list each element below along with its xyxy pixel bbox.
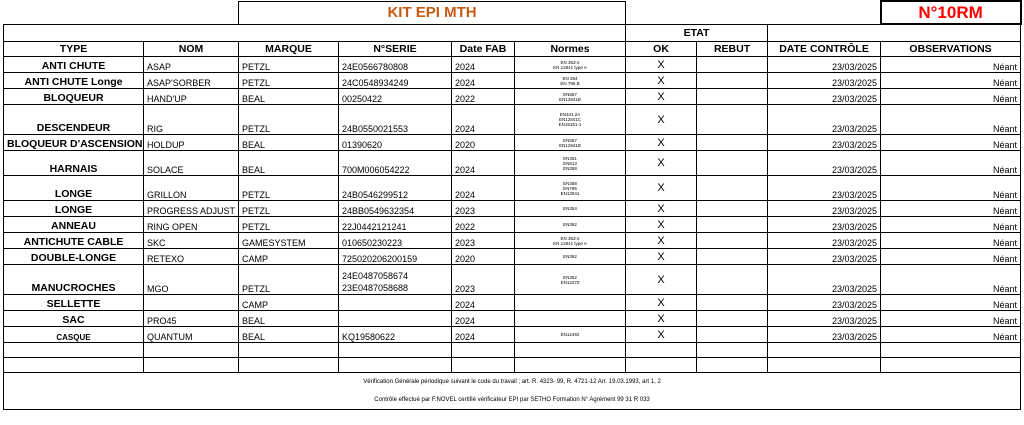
cell-date-controle: 23/03/2025 bbox=[768, 265, 881, 295]
cell-serie: 24B0546299512 bbox=[339, 176, 452, 201]
col-nom: NOM bbox=[144, 42, 239, 57]
table-row bbox=[4, 327, 1021, 343]
blank-cell bbox=[881, 343, 1021, 358]
cell-normes bbox=[515, 217, 626, 233]
blank-cell bbox=[768, 358, 881, 373]
cell-nom: ASAP bbox=[144, 57, 239, 73]
cell-serie: 01390620 bbox=[339, 135, 452, 151]
cell-date-controle: 23/03/2025 bbox=[768, 311, 881, 327]
cell-date-fab: 2022 bbox=[452, 217, 515, 233]
cell-nom: PRO45 bbox=[144, 311, 239, 327]
cell-ok: X bbox=[626, 135, 697, 151]
norme-line: EN362 bbox=[563, 274, 577, 280]
cell-ok: X bbox=[626, 295, 697, 311]
cell-normes bbox=[515, 105, 626, 135]
blank-cell bbox=[626, 343, 697, 358]
cell-ok: X bbox=[626, 89, 697, 105]
etat-spacer-left bbox=[4, 24, 626, 42]
norme-line: EN 12841 type A bbox=[553, 64, 587, 70]
cell-serie: 725020206200159 bbox=[339, 249, 452, 265]
cell-nom: HAND'UP bbox=[144, 89, 239, 105]
table-row bbox=[4, 73, 1021, 89]
kit-title: KIT EPI MTH bbox=[239, 1, 626, 24]
blank-cell bbox=[239, 358, 339, 373]
col-normes: Normes bbox=[515, 42, 626, 57]
table-row bbox=[4, 265, 1021, 295]
cell-date-fab: 2020 bbox=[452, 249, 515, 265]
cell-ok: X bbox=[626, 217, 697, 233]
cell-date-controle: 23/03/2025 bbox=[768, 151, 881, 176]
cell-rebut bbox=[697, 311, 768, 327]
cell-nom: QUANTUM bbox=[144, 327, 239, 343]
cell-type: MANUCROCHES bbox=[4, 265, 144, 295]
norme-line: EN795 bbox=[563, 185, 577, 191]
kit-number: N°10RM bbox=[881, 1, 1021, 24]
cell-type: BLOQUEUR bbox=[4, 89, 144, 105]
col-rebut: REBUT bbox=[697, 42, 768, 57]
cell-ok: X bbox=[626, 176, 697, 201]
norme-line: EN362 bbox=[563, 222, 577, 227]
blank-cell bbox=[144, 358, 239, 373]
cell-observations: Néant bbox=[881, 311, 1021, 327]
norme-line: EN 795 B bbox=[560, 80, 580, 86]
norme-line: EN354 bbox=[563, 206, 577, 211]
table-row bbox=[4, 295, 1021, 311]
cell-serie bbox=[339, 311, 452, 327]
cell-marque: CAMP bbox=[239, 295, 339, 311]
cell-type: CASQUE bbox=[4, 327, 144, 343]
norme-line: EN361 bbox=[563, 155, 577, 161]
cell-rebut bbox=[697, 151, 768, 176]
norme-line: EN12841B bbox=[559, 96, 581, 102]
cell-type: DESCENDEUR bbox=[4, 105, 144, 135]
cell-ok: X bbox=[626, 233, 697, 249]
cell-rebut bbox=[697, 327, 768, 343]
norme-line: EN12841C bbox=[559, 117, 582, 122]
cell-ok: X bbox=[626, 265, 697, 295]
norme-line: EN 354 bbox=[562, 75, 578, 81]
blank-cell bbox=[339, 358, 452, 373]
norme-line: EN 353-2 bbox=[560, 59, 580, 65]
cell-observations: Néant bbox=[881, 265, 1021, 295]
cell-rebut bbox=[697, 201, 768, 217]
cell-nom: GRILLON bbox=[144, 176, 239, 201]
cell-nom bbox=[144, 295, 239, 311]
cell-rebut bbox=[697, 105, 768, 135]
blank-cell bbox=[697, 358, 768, 373]
cell-normes bbox=[515, 89, 626, 105]
norme-line: EN12841 bbox=[560, 190, 580, 196]
cell-nom: PROGRESS ADJUST bbox=[144, 201, 239, 217]
norme-line: EN567 bbox=[563, 137, 577, 143]
blank-row bbox=[4, 343, 1021, 358]
cell-date-fab: 2023 bbox=[452, 201, 515, 217]
table-row bbox=[4, 151, 1021, 176]
cell-ok: X bbox=[626, 311, 697, 327]
blank-cell bbox=[452, 343, 515, 358]
cell-observations: Néant bbox=[881, 295, 1021, 311]
cell-serie: 24B0550021553 bbox=[339, 105, 452, 135]
serie-line: 24E0487058674 bbox=[342, 271, 409, 281]
column-header-row bbox=[4, 42, 1021, 57]
cell-observations: Néant bbox=[881, 105, 1021, 135]
etat-header: ETAT bbox=[626, 24, 768, 42]
cell-marque: BEAL bbox=[239, 311, 339, 327]
cell-date-fab: 2024 bbox=[452, 295, 515, 311]
cell-nom: SKC bbox=[144, 233, 239, 249]
cell-date-controle: 23/03/2025 bbox=[768, 176, 881, 201]
epi-kit-table bbox=[3, 0, 1022, 410]
cell-nom: ASAP'SORBER bbox=[144, 73, 239, 89]
serie-line: 23E0487058688 bbox=[342, 283, 409, 293]
cell-serie bbox=[339, 295, 452, 311]
cell-nom: RIG bbox=[144, 105, 239, 135]
cell-observations: Néant bbox=[881, 233, 1021, 249]
table-row bbox=[4, 89, 1021, 105]
cell-serie: 24BB0549632354 bbox=[339, 201, 452, 217]
cell-marque: PETZL bbox=[239, 105, 339, 135]
cell-serie: 700M006054222 bbox=[339, 151, 452, 176]
cell-ok: X bbox=[626, 105, 697, 135]
cell-ok: X bbox=[626, 201, 697, 217]
title-spacer-right bbox=[626, 1, 881, 24]
cell-marque: PETZL bbox=[239, 217, 339, 233]
cell-ok: X bbox=[626, 73, 697, 89]
cell-date-fab: 2024 bbox=[452, 311, 515, 327]
cell-marque: PETZL bbox=[239, 73, 339, 89]
cell-observations: Néant bbox=[881, 201, 1021, 217]
blank-cell bbox=[697, 343, 768, 358]
col-ok: OK bbox=[626, 42, 697, 57]
cell-normes bbox=[515, 151, 626, 176]
footer-row bbox=[4, 391, 1021, 410]
cell-rebut bbox=[697, 57, 768, 73]
cell-type: ANNEAU bbox=[4, 217, 144, 233]
cell-marque: PETZL bbox=[239, 201, 339, 217]
cell-date-controle: 23/03/2025 bbox=[768, 105, 881, 135]
cell-observations: Néant bbox=[881, 217, 1021, 233]
cell-observations: Néant bbox=[881, 135, 1021, 151]
norme-line: EN12492 bbox=[560, 332, 580, 337]
cell-date-fab: 2024 bbox=[452, 57, 515, 73]
cell-serie bbox=[339, 265, 452, 295]
table-row bbox=[4, 217, 1021, 233]
blank-cell bbox=[881, 358, 1021, 373]
cell-date-controle: 23/03/2025 bbox=[768, 135, 881, 151]
norme-line: EN12841B bbox=[559, 142, 581, 148]
cell-nom: RETEXO bbox=[144, 249, 239, 265]
cell-date-fab: 2020 bbox=[452, 135, 515, 151]
cell-serie: 00250422 bbox=[339, 89, 452, 105]
cell-ok: X bbox=[626, 151, 697, 176]
norme-line: EN567 bbox=[563, 91, 577, 97]
cell-nom: HOLDUP bbox=[144, 135, 239, 151]
cell-rebut bbox=[697, 217, 768, 233]
table-row bbox=[4, 176, 1021, 201]
table-row bbox=[4, 201, 1021, 217]
cell-marque: PETZL bbox=[239, 176, 339, 201]
cell-date-fab: 2024 bbox=[452, 105, 515, 135]
cell-date-controle: 23/03/2025 bbox=[768, 217, 881, 233]
col-serie: N°SERIE bbox=[339, 42, 452, 57]
cell-normes bbox=[515, 135, 626, 151]
cell-normes bbox=[515, 73, 626, 89]
cell-date-fab: 2024 bbox=[452, 73, 515, 89]
col-observations: OBSERVATIONS bbox=[881, 42, 1021, 57]
title-spacer-left bbox=[4, 1, 239, 24]
cell-ok: X bbox=[626, 327, 697, 343]
cell-rebut bbox=[697, 73, 768, 89]
cell-rebut bbox=[697, 89, 768, 105]
cell-marque: BEAL bbox=[239, 89, 339, 105]
cell-rebut bbox=[697, 176, 768, 201]
cell-date-controle: 23/03/2025 bbox=[768, 249, 881, 265]
cell-observations: Néant bbox=[881, 57, 1021, 73]
cell-date-fab: 2023 bbox=[452, 265, 515, 295]
cell-rebut bbox=[697, 135, 768, 151]
cell-date-fab: 2024 bbox=[452, 327, 515, 343]
col-date-fab: Date FAB bbox=[452, 42, 515, 57]
norme-line: EN12270 bbox=[560, 279, 580, 285]
cell-serie: 24E0566780808 bbox=[339, 57, 452, 73]
table-row bbox=[4, 249, 1021, 265]
blank-cell bbox=[515, 343, 626, 358]
cell-rebut bbox=[697, 295, 768, 311]
cell-date-fab: 2024 bbox=[452, 176, 515, 201]
blank-cell bbox=[144, 343, 239, 358]
cell-nom: RING OPEN bbox=[144, 217, 239, 233]
cell-rebut bbox=[697, 249, 768, 265]
etat-spacer-right bbox=[768, 24, 1021, 42]
cell-date-fab: 2024 bbox=[452, 151, 515, 176]
cell-date-fab: 2023 bbox=[452, 233, 515, 249]
cell-normes bbox=[515, 176, 626, 201]
cell-normes bbox=[515, 295, 626, 311]
blank-cell bbox=[768, 343, 881, 358]
col-date-controle: DATE CONTRÔLE bbox=[768, 42, 881, 57]
norme-line: EN813 bbox=[563, 160, 577, 166]
footer-note: Contrôle effectué par F.NOVEL certifié vérificateur EPI par SETHO Formation N° Agrément 99 31 R 033 bbox=[4, 391, 1021, 410]
table-row bbox=[4, 311, 1021, 327]
cell-ok: X bbox=[626, 57, 697, 73]
norme-line: EN15151-1 bbox=[558, 122, 582, 127]
cell-type: ANTICHUTE CABLE bbox=[4, 233, 144, 249]
cell-normes bbox=[515, 265, 626, 295]
table-row bbox=[4, 135, 1021, 151]
blank-row bbox=[4, 358, 1021, 373]
col-type: TYPE bbox=[4, 42, 144, 57]
norme-line: EN 12841 type A bbox=[553, 240, 587, 246]
cell-observations: Néant bbox=[881, 327, 1021, 343]
cell-serie: KQ19580622 bbox=[339, 327, 452, 343]
norme-line: EN358 bbox=[563, 165, 577, 171]
cell-observations: Néant bbox=[881, 249, 1021, 265]
cell-type: DOUBLE-LONGE bbox=[4, 249, 144, 265]
cell-date-fab: 2022 bbox=[452, 89, 515, 105]
cell-date-controle: 23/03/2025 bbox=[768, 233, 881, 249]
norme-line: EN358 bbox=[563, 180, 577, 186]
cell-date-controle: 23/03/2025 bbox=[768, 327, 881, 343]
cell-type: SELLETTE bbox=[4, 295, 144, 311]
col-marque: MARQUE bbox=[239, 42, 339, 57]
table-row bbox=[4, 105, 1021, 135]
footer-row bbox=[4, 373, 1021, 392]
cell-ok: X bbox=[626, 249, 697, 265]
cell-marque: BEAL bbox=[239, 327, 339, 343]
cell-rebut bbox=[697, 265, 768, 295]
blank-cell bbox=[626, 358, 697, 373]
blank-cell bbox=[239, 343, 339, 358]
cell-type: LONGE bbox=[4, 201, 144, 217]
cell-serie: 22J0442121241 bbox=[339, 217, 452, 233]
cell-nom: SOLACE bbox=[144, 151, 239, 176]
norme-line: EN341 2A bbox=[559, 112, 581, 117]
cell-marque: PETZL bbox=[239, 265, 339, 295]
norme-line: EN 353-2 bbox=[560, 235, 580, 241]
cell-date-controle: 23/03/2025 bbox=[768, 57, 881, 73]
cell-date-controle: 23/03/2025 bbox=[768, 89, 881, 105]
cell-date-controle: 23/03/2025 bbox=[768, 295, 881, 311]
cell-observations: Néant bbox=[881, 151, 1021, 176]
cell-observations: Néant bbox=[881, 73, 1021, 89]
cell-normes bbox=[515, 327, 626, 343]
norme-line: EN362 bbox=[563, 254, 577, 259]
table-row bbox=[4, 233, 1021, 249]
cell-type: HARNAIS bbox=[4, 151, 144, 176]
cell-type: LONGE bbox=[4, 176, 144, 201]
cell-normes bbox=[515, 201, 626, 217]
cell-nom: MGO bbox=[144, 265, 239, 295]
cell-marque: PETZL bbox=[239, 57, 339, 73]
blank-cell bbox=[4, 343, 144, 358]
cell-type: SAC bbox=[4, 311, 144, 327]
cell-type: ANTI CHUTE bbox=[4, 57, 144, 73]
cell-marque: BEAL bbox=[239, 135, 339, 151]
blank-cell bbox=[339, 343, 452, 358]
cell-type: ANTI CHUTE Longe bbox=[4, 73, 144, 89]
footer-note: Vérification Générale périodique suivant le code du travail ; art. R. 4323- 99, R. 4721-12 Arr. 19.03.1993, art 1, 2 bbox=[4, 373, 1021, 392]
cell-normes bbox=[515, 249, 626, 265]
cell-marque: GAMESYSTEM bbox=[239, 233, 339, 249]
cell-serie: 010650230223 bbox=[339, 233, 452, 249]
cell-rebut bbox=[697, 233, 768, 249]
cell-date-controle: 23/03/2025 bbox=[768, 201, 881, 217]
blank-cell bbox=[452, 358, 515, 373]
blank-cell bbox=[515, 358, 626, 373]
cell-normes bbox=[515, 233, 626, 249]
blank-cell bbox=[4, 358, 144, 373]
cell-observations: Néant bbox=[881, 176, 1021, 201]
cell-date-controle: 23/03/2025 bbox=[768, 73, 881, 89]
table-row bbox=[4, 57, 1021, 73]
cell-marque: BEAL bbox=[239, 151, 339, 176]
cell-observations: Néant bbox=[881, 89, 1021, 105]
cell-serie: 24C0548934249 bbox=[339, 73, 452, 89]
cell-normes bbox=[515, 57, 626, 73]
cell-normes bbox=[515, 311, 626, 327]
cell-marque: CAMP bbox=[239, 249, 339, 265]
cell-type: BLOQUEUR D'ASCENSION bbox=[4, 135, 144, 151]
